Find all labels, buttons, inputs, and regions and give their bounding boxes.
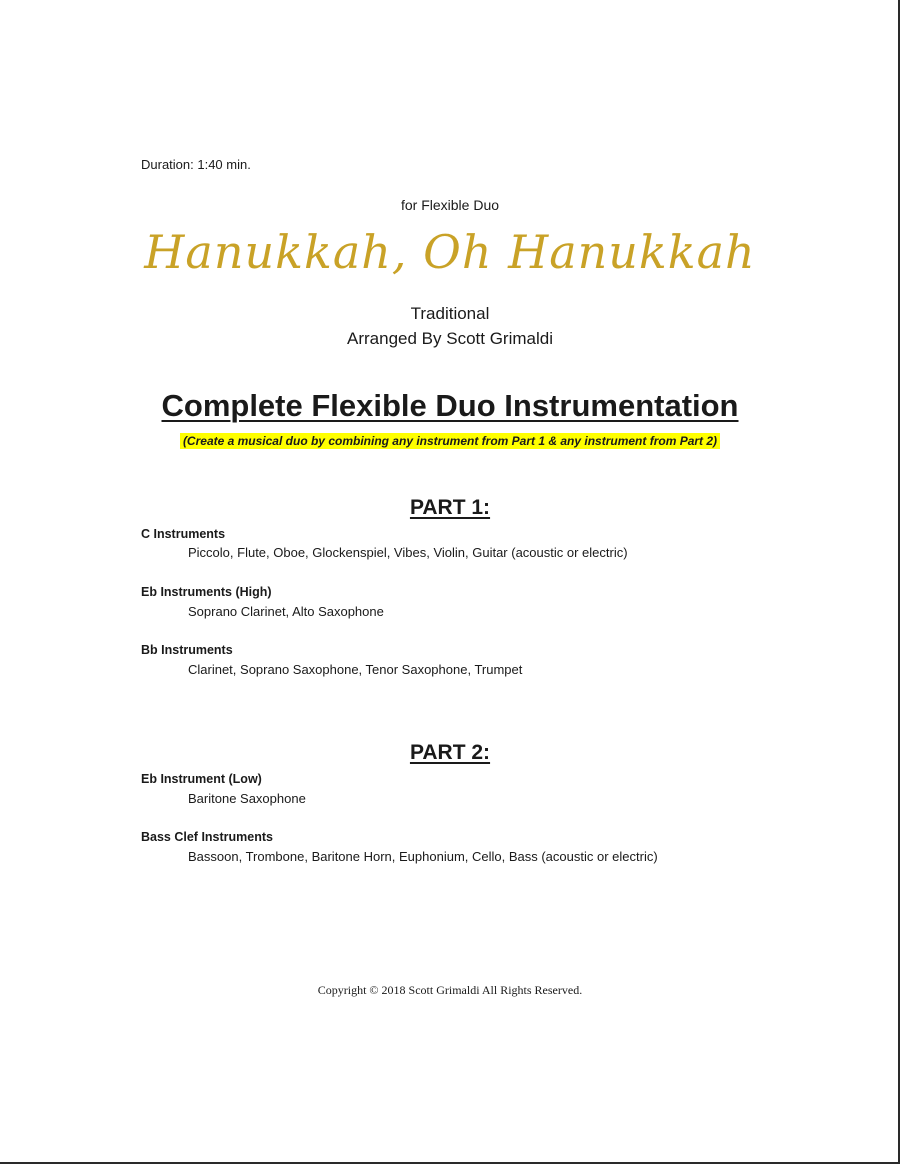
copyright-notice: Copyright © 2018 Scott Grimaldi All Rights Reserved. <box>317 983 583 997</box>
composer-credit: Traditional <box>410 304 490 323</box>
arranger-credit: Arranged By Scott Grimaldi <box>347 329 553 348</box>
group-label: C Instruments <box>141 527 226 541</box>
instrumentation-note: (Create a musical duo by combining any instrument from Part 1 & any instrument from Part 2) <box>180 433 720 449</box>
piece-title: Hanukkah, Oh Hanukkah <box>144 225 756 279</box>
ensemble-subtitle: for Flexible Duo <box>400 197 500 213</box>
instrumentation-heading: Complete Flexible Duo Instrumentation <box>161 388 739 423</box>
group-label: Bb Instruments <box>141 643 233 657</box>
part-2-heading: PART 2: <box>409 741 491 764</box>
duration-label: Duration: 1:40 min. <box>141 157 251 172</box>
group-instruments: Baritone Saxophone <box>188 791 306 806</box>
instrumentation-note-wrap <box>0 432 900 450</box>
group-label: Eb Instrument (Low) <box>141 772 262 786</box>
group-instruments: Piccolo, Flute, Oboe, Glockenspiel, Vibes, Violin, Guitar (acoustic or electric) <box>188 545 628 560</box>
group-instruments: Bassoon, Trombone, Baritone Horn, Euphonium, Cello, Bass (acoustic or electric) <box>188 849 658 864</box>
group-instruments: Clarinet, Soprano Saxophone, Tenor Saxophone, Trumpet <box>188 662 523 677</box>
group-label: Eb Instruments (High) <box>141 585 272 599</box>
group-label: Bass Clef Instruments <box>141 830 273 844</box>
group-instruments: Soprano Clarinet, Alto Saxophone <box>188 604 384 619</box>
part-1-heading: PART 1: <box>409 496 491 519</box>
